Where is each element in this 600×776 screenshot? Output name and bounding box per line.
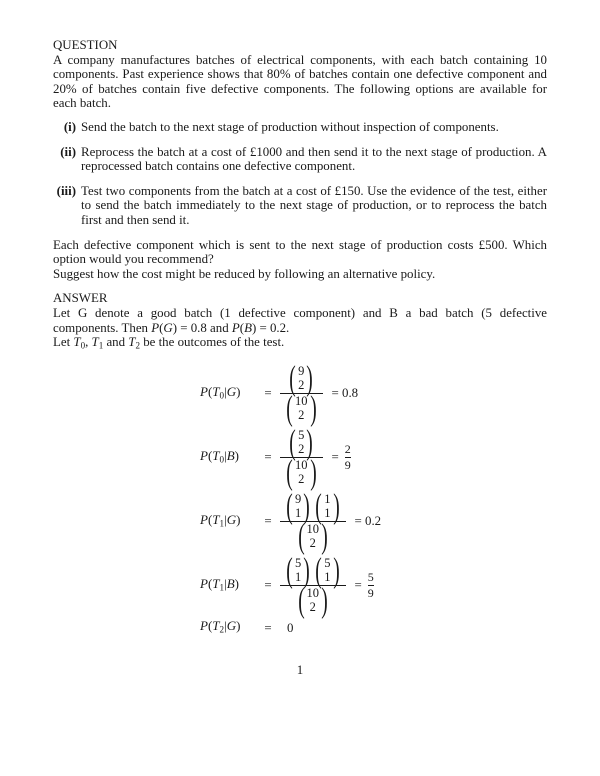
right-paren-icon: ) [303,486,310,526]
math-italic-text: P [200,618,208,634]
equals-sign: = [264,450,272,465]
fraction-denominator [280,388,323,428]
text-segment: ) [234,447,239,463]
binom-stack [294,459,309,486]
left-paren-icon: ( [289,422,296,462]
equation-value: 0 [287,620,294,635]
equation-lhs [200,619,256,637]
text-segment: ( [207,618,213,634]
result-fraction-top: 5 [367,570,374,585]
result-fraction-top: 2 [344,442,351,457]
equation-row [200,358,547,428]
text-segment: be the outcomes of the test. [139,335,285,350]
binom-bottom: 2 [309,535,316,550]
right-paren-icon: ) [321,516,328,556]
binom-top: 10 [306,586,319,601]
binom-stack [306,523,321,550]
math-italic-text: P [151,320,160,335]
fraction [280,550,346,620]
equation-result [355,571,374,600]
left-paren-icon: ( [286,550,293,590]
math-italic-text: G [226,383,237,399]
cost-paragraph: Each defective component which is sent to the next stage of production costs £500. Which option would you recommend? [53,237,547,267]
equation-lhs [200,513,256,531]
fraction-numerator [280,486,346,526]
subscript-text: 1 [219,582,225,593]
text-segment: ( [239,320,245,335]
math-italic-text: G [226,618,237,634]
binom-bottom: 1 [324,569,331,584]
left-paren-icon: ( [289,358,296,398]
binom-top: 9 [298,364,305,379]
text-segment: | [224,618,227,634]
fraction-denominator [292,516,335,556]
page-number: 1 [296,663,304,678]
text-segment: | [224,383,227,399]
equation-result: = 0.8 [331,386,359,401]
item-text: Reprocess the batch at a cost of £1000 and then send it to the next stage of production. A reprocessed batch contains one defective component. [81,144,547,174]
list-item [53,120,547,135]
binom-bottom: 1 [295,505,302,520]
text-segment: | [224,575,227,591]
text-segment: ) = 0.8 and [172,320,232,335]
question-intro-paragraph: A company manufactures batches of electrical components, with each batch containing 10 components. Past experience shows that 80% of batches contain one defective component and 20% of batches contain five defective components. The following options are available for each batch. [53,52,547,111]
left-paren-icon: ( [286,452,293,492]
math-italic-text: B [244,320,252,335]
binom-top: 5 [298,428,305,443]
item-label: (iii) [56,183,76,198]
math-italic-text: T [212,575,220,591]
fraction-denominator [292,580,335,620]
equation-lhs [200,449,256,467]
binom-top: 1 [324,492,331,507]
binom-top: 10 [306,522,319,537]
binom-stack [297,429,305,456]
text-segment: ( [207,511,213,527]
right-paren-icon: ) [321,580,328,620]
binomial-coefficient [297,516,330,556]
subscript-text: 2 [135,340,140,351]
list-item [53,145,547,174]
result-fraction-bottom: 9 [344,458,351,473]
math-italic-text: T [128,335,136,350]
text-segment: ) [236,511,241,527]
subscript-text: 0 [219,454,225,465]
equation-row [200,486,547,556]
text-segment: ( [207,575,213,591]
item-label: (ii) [60,144,76,159]
math-italic-text: T [91,335,99,350]
binom-bottom: 2 [298,377,305,392]
right-paren-icon: ) [303,550,310,590]
subscript-text: 0 [80,340,86,351]
binom-stack [306,587,321,614]
text-segment: ) [236,383,241,399]
text-segment: Let G denote a good batch (1 defective component) and B a bad batch (5 defective components. Then [53,305,547,335]
binom-bottom: 2 [309,599,316,614]
right-paren-icon: ) [309,388,317,428]
right-paren-icon: ) [309,452,317,492]
math-italic-text: P [231,320,240,335]
subscript-text: 1 [98,340,104,351]
math-italic-text: B [226,575,235,591]
binom-bottom: 2 [298,441,305,456]
item-label: (i) [63,119,76,134]
math-italic-text: T [73,335,81,350]
binom-stack [294,395,309,422]
left-paren-icon: ( [297,580,305,620]
binom-bottom: 2 [298,407,305,422]
text-segment: ( [207,447,213,463]
math-italic-text: G [226,511,237,527]
binom-top: 9 [295,492,302,507]
binom-stack [297,365,305,392]
right-paren-icon: ) [332,550,340,590]
equals-sign: = [354,578,362,593]
text-segment: ) [236,618,241,634]
text-segment: and [103,335,129,350]
fraction [280,358,323,428]
binomial-coefficient [297,580,330,620]
text-segment: , [85,335,92,350]
answer-outcomes-line [53,335,547,353]
list-item [53,184,547,228]
math-italic-text: T [212,447,220,463]
text-segment: ) [234,575,239,591]
equation-lhs [200,577,256,595]
question-heading: QUESTION [53,38,118,52]
fraction [280,422,323,492]
item-text: Test two components from the batch at a cost of £150. Use the evidence of the test, either to send the batch immediately to the next stage of production, or to reprocess the batch first and then send it. [81,183,547,227]
binomial-coefficient [285,452,318,492]
result-fraction [345,443,351,472]
binom-top: 10 [295,458,308,473]
right-paren-icon: ) [332,486,340,526]
equals-sign: = [331,450,339,465]
text-segment: | [224,447,227,463]
text-segment: ( [207,383,213,399]
math-italic-text: P [200,383,208,399]
equation-row [200,422,547,492]
answer-intro-paragraph [53,306,547,335]
fraction-denominator [280,452,323,492]
equals-sign: = [264,514,272,529]
left-paren-icon: ( [286,388,293,428]
options-list [53,120,547,228]
left-paren-icon: ( [286,486,293,526]
binom-top: 5 [295,556,302,571]
equation-row [200,550,547,620]
equation-row [200,619,547,637]
left-paren-icon: ( [315,550,322,590]
math-italic-text: P [200,575,208,591]
text-segment: ( [159,320,164,335]
math-italic-text: P [200,447,208,463]
subscript-text: 0 [219,390,225,401]
binom-top: 5 [324,556,331,571]
result-fraction [368,571,374,600]
fraction [280,486,346,556]
math-italic-text: T [212,383,220,399]
binom-bottom: 2 [298,471,305,486]
answer-heading: ANSWER [53,291,108,306]
math-italic-text: T [212,511,220,527]
equation-result [332,443,351,472]
fraction-numerator [280,550,346,590]
item-text: Send the batch to the next stage of production without inspection of components. [81,119,499,134]
equals-sign: = [264,386,272,401]
binom-top: 10 [295,394,308,409]
right-paren-icon: ) [306,422,314,462]
equation-result: = 0.2 [354,514,382,529]
math-italic-text: T [212,618,220,634]
text-segment: ) = 0.2. [251,320,290,335]
equation-lhs [200,385,256,403]
equals-sign: = [264,578,272,593]
subscript-text: 1 [219,518,225,529]
result-fraction-bottom: 9 [367,586,374,601]
math-italic-text: G [163,320,173,335]
equals-sign: = [264,620,272,635]
math-italic-text: P [200,511,208,527]
text-segment: | [224,511,227,527]
binomial-coefficient [285,388,318,428]
equations-block [200,358,547,637]
subscript-text: 2 [219,624,225,635]
math-italic-text: B [226,447,235,463]
right-paren-icon: ) [306,358,314,398]
suggest-line: Suggest how the cost might be reduced by following an alternative policy. [53,266,436,281]
text-segment: Let [53,335,74,350]
left-paren-icon: ( [315,486,322,526]
binom-bottom: 1 [324,505,331,520]
left-paren-icon: ( [297,516,305,556]
binom-bottom: 1 [295,569,302,584]
